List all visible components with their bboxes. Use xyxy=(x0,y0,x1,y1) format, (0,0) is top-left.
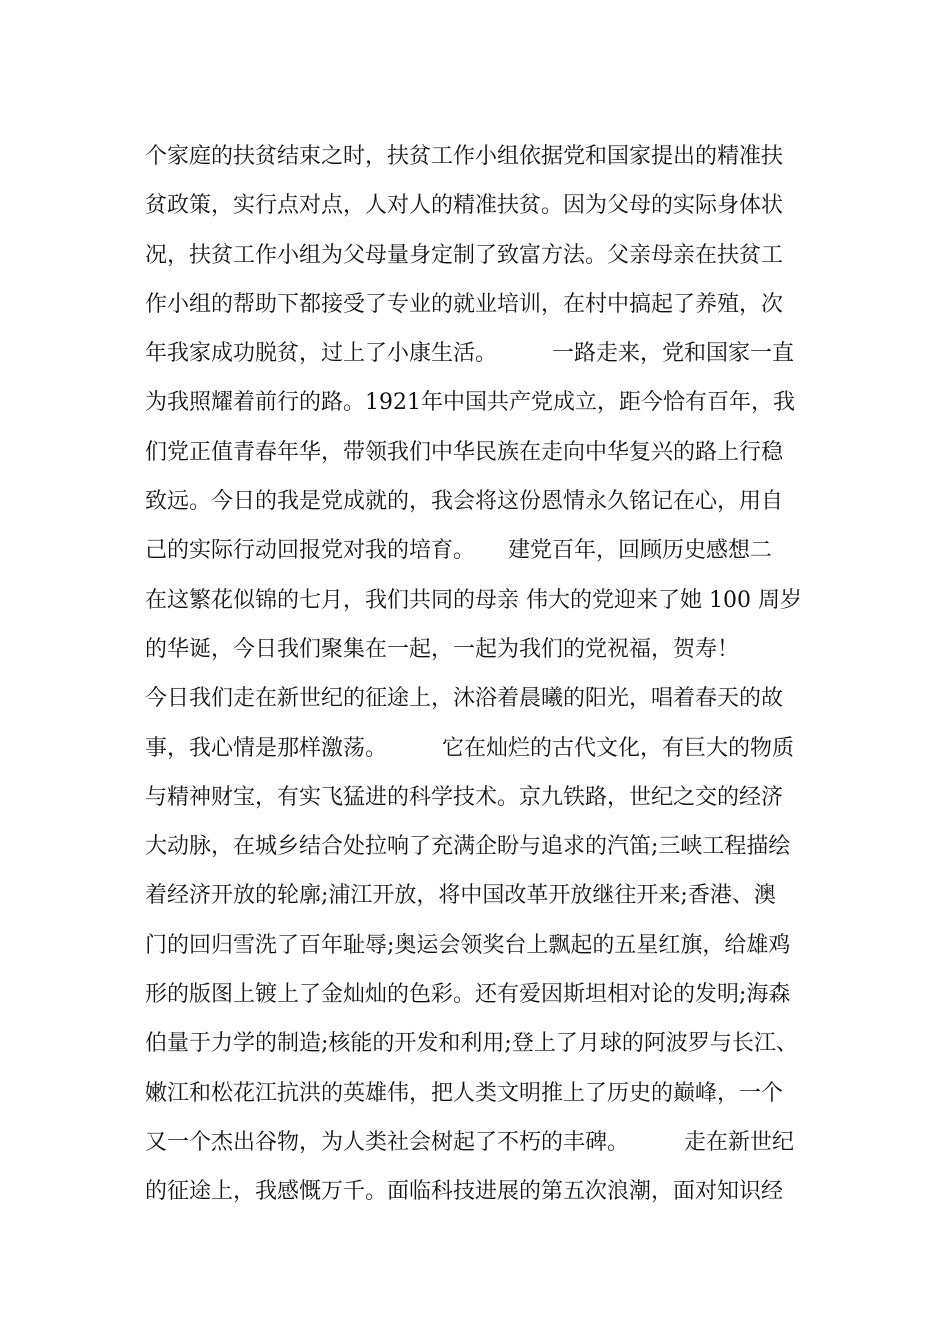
text-line: 与精神财宝，有实飞猛进的科学技术。京九铁路，世纪之交的经济 xyxy=(145,784,784,810)
text-line: 为我照耀着前行的路。1921年中国共产党成立，距今恰有百年，我 xyxy=(145,390,795,416)
text-line: 事，我心情是那样激荡。 它在灿烂的古代文化，有巨大的物质 xyxy=(145,735,795,761)
text-line: 贫政策，实行点对点，人对人的精准扶贫。因为父母的实际身体状 xyxy=(145,193,784,219)
text-line: 伯量于力学的制造;核能的开发和利用;登上了月球的阿波罗与长江、 xyxy=(145,1031,798,1057)
text-line: 况，扶贫工作小组为父母量身定制了致富方法。父亲母亲在扶贫工 xyxy=(145,242,784,268)
text-line: 嫩江和松花江抗洪的英雄伟，把人类文明推上了历史的巅峰，一个 xyxy=(145,1080,784,1106)
text-line: 们党正值青春年华，带领我们中华民族在走向中华复兴的路上行稳 xyxy=(145,439,784,465)
text-line: 己的实际行动回报党对我的培育。 建党百年，回顾历史感想二 xyxy=(145,538,773,564)
text-line: 的华诞，今日我们聚集在一起，一起为我们的党祝福，贺寿！ xyxy=(145,636,740,662)
text-line: 年我家成功脱贫，过上了小康生活。 一路走来，党和国家一直 xyxy=(145,341,795,367)
text-line: 又一个杰出谷物，为人类社会树起了不朽的丰碑。 走在新世纪 xyxy=(145,1129,795,1155)
text-line: 大动脉，在城乡结合处拉响了充满企盼与追求的汽笛;三峡工程描绘 xyxy=(145,834,791,860)
text-line: 今日我们走在新世纪的征途上，沐浴着晨曦的阳光，唱着春天的故 xyxy=(145,686,784,712)
text-line: 的征途上，我感慨万千。面临科技进展的第五次浪潮，面对知识经 xyxy=(145,1179,784,1205)
text-line: 着经济开放的轮廓;浦江开放，将中国改革开放继往开来;香港、澳 xyxy=(145,883,776,909)
body-text xyxy=(145,132,815,1217)
text-line: 个家庭的扶贫结束之时，扶贫工作小组依据党和国家提出的精准扶 xyxy=(145,144,784,169)
text-line: 门的回归雪洗了百年耻辱;奥运会领奖台上飘起的五星红旗，给雄鸡 xyxy=(145,932,791,958)
text-line: 致远。今日的我是党成就的，我会将这份恩情永久铭记在心，用自 xyxy=(145,489,784,515)
text-line: 作小组的帮助下都接受了专业的就业培训，在村中搞起了养殖，次 xyxy=(145,291,784,317)
text-line: 形的版图上镀上了金灿灿的色彩。还有爱因斯坦相对论的发明;海森 xyxy=(145,982,791,1008)
text-line: 在这繁花似锦的七月，我们共同的母亲 伟大的党迎来了她 100 周岁 xyxy=(145,587,802,613)
